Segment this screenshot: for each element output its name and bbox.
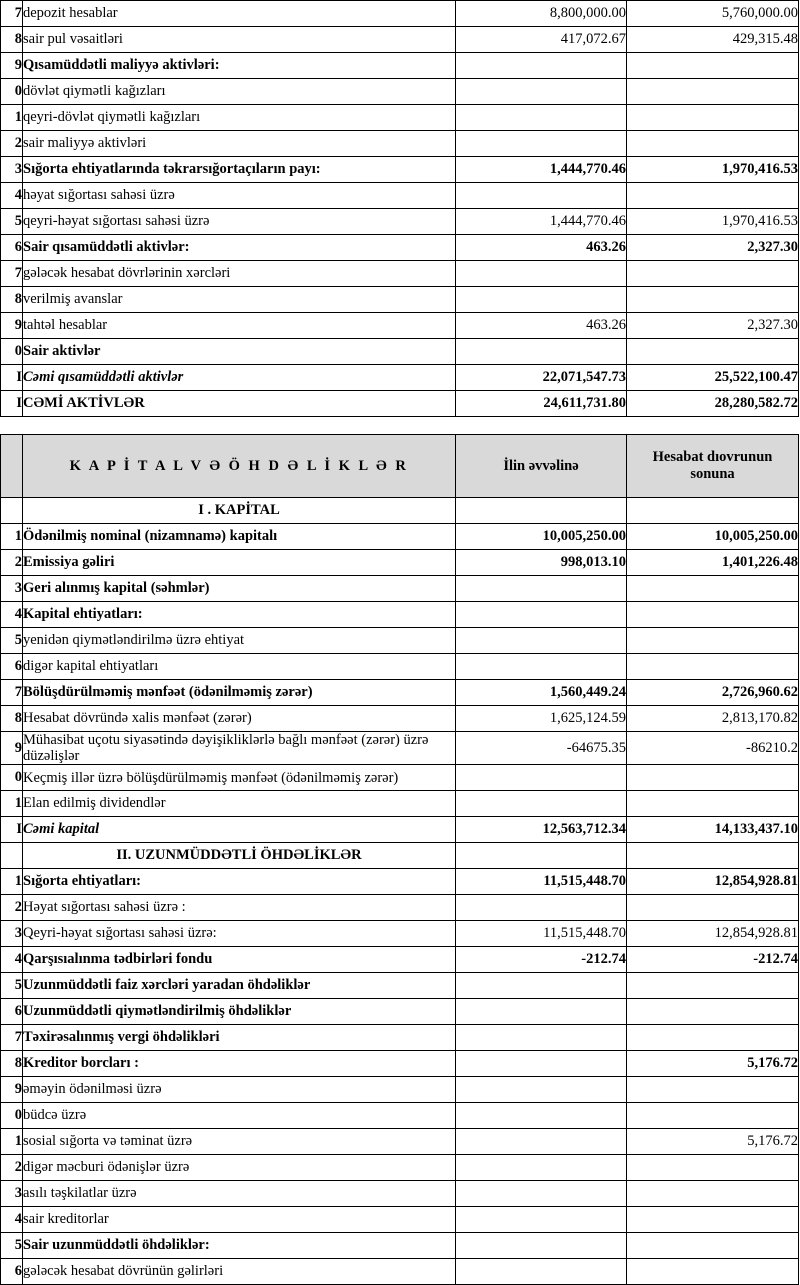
row-value-period-end: 12,854,928.81 — [627, 921, 799, 947]
total-value-period-start: 12,563,712.34 — [456, 817, 627, 843]
row-value-period-end — [627, 183, 799, 209]
row-label: Ödənilmiş nominal (nizamnamə) kapitalı — [23, 524, 456, 550]
row-value-period-end — [627, 1103, 799, 1129]
assets-table — [0, 0, 799, 417]
capital-header-col2-line1: Hesabat dıovrunun — [652, 449, 773, 466]
row-value-period-start — [456, 999, 627, 1025]
total-row — [1, 817, 799, 843]
capital-header-col2 — [627, 435, 799, 498]
table-row — [1, 524, 799, 550]
row-label: digər məcburi ödənişlər üzrə — [23, 1155, 456, 1181]
row-number: 0 — [1, 339, 23, 365]
row-label: Sair qısamüddətli aktivlər: — [23, 235, 456, 261]
row-value-period-start: 11,515,448.70 — [456, 921, 627, 947]
row-number: 2 — [1, 131, 23, 157]
row-label: verilmiş avanslar — [23, 287, 456, 313]
row-value-period-start — [456, 1155, 627, 1181]
row-value-period-end — [627, 602, 799, 628]
table-row — [1, 576, 799, 602]
row-value-period-start — [456, 765, 627, 791]
row-label: Emissiya gəliri — [23, 550, 456, 576]
total-row-label: CƏMİ AKTİVLƏR — [23, 391, 456, 417]
row-label: Sığorta ehtiyatlarında təkrarsığortaçıların payı: — [23, 157, 456, 183]
table-row — [1, 183, 799, 209]
row-number: 0 — [1, 79, 23, 105]
table-row — [1, 261, 799, 287]
row-label: sair maliyyə aktivləri — [23, 131, 456, 157]
row-number: 6 — [1, 999, 23, 1025]
table-row — [1, 999, 799, 1025]
row-value-period-end — [627, 999, 799, 1025]
row-label: Sair uzunmüddətli öhdəliklər: — [23, 1233, 456, 1259]
row-value-period-start: 463.26 — [456, 313, 627, 339]
row-value-period-start: 1,625,124.59 — [456, 706, 627, 732]
row-value-period-start — [456, 654, 627, 680]
row-number: 6 — [1, 654, 23, 680]
row-label: Təxirəsalınmış vergi öhdəlikləri — [23, 1025, 456, 1051]
row-number: 1 — [1, 869, 23, 895]
table-row — [1, 209, 799, 235]
row-value-period-start — [456, 1051, 627, 1077]
capital-header-col1: İlin əvvəlinə — [456, 435, 627, 498]
row-value-period-end — [627, 261, 799, 287]
row-value-period-start — [456, 1103, 627, 1129]
row-value-period-start: 417,072.67 — [456, 27, 627, 53]
row-number: 2 — [1, 550, 23, 576]
total-value-period-start: 24,611,731.80 — [456, 391, 627, 417]
section-capital-v1 — [456, 498, 627, 524]
row-label: Kreditor borcları : — [23, 1051, 456, 1077]
row-number: 3 — [1, 157, 23, 183]
row-value-period-end: 2,327.30 — [627, 313, 799, 339]
row-value-period-start: 8,800,000.00 — [456, 1, 627, 27]
row-label: sair pul vəsaitləri — [23, 27, 456, 53]
section-capital-v2 — [627, 498, 799, 524]
row-number: 8 — [1, 287, 23, 313]
row-value-period-start — [456, 628, 627, 654]
total-row-number: I — [1, 817, 23, 843]
row-value-period-start: -212.74 — [456, 947, 627, 973]
table-row — [1, 706, 799, 732]
row-value-period-start: 1,444,770.46 — [456, 157, 627, 183]
table-row — [1, 1207, 799, 1233]
table-row — [1, 550, 799, 576]
row-value-period-start — [456, 1025, 627, 1051]
section-capital-num — [1, 498, 23, 524]
row-number: 9 — [1, 1077, 23, 1103]
row-value-period-end — [627, 791, 799, 817]
row-number: 1 — [1, 1129, 23, 1155]
row-value-period-end: 5,176.72 — [627, 1051, 799, 1077]
table-row — [1, 602, 799, 628]
row-value-period-end: 12,854,928.81 — [627, 869, 799, 895]
table-row — [1, 1155, 799, 1181]
row-number: 8 — [1, 1051, 23, 1077]
table-row — [1, 79, 799, 105]
total-row-label: Cəmi kapital — [23, 817, 456, 843]
capital-total — [1, 817, 799, 843]
table-row — [1, 1233, 799, 1259]
row-value-period-end: 5,760,000.00 — [627, 1, 799, 27]
row-label: Keçmiş illər üzrə bölüşdürülməmiş mənfəət (ödənilməmiş zərər) — [23, 765, 456, 791]
row-number: 5 — [1, 973, 23, 999]
row-value-period-start — [456, 131, 627, 157]
row-value-period-start — [456, 105, 627, 131]
table-row — [1, 53, 799, 79]
row-number: 4 — [1, 1207, 23, 1233]
row-number: 3 — [1, 921, 23, 947]
capital-header-row — [1, 435, 799, 498]
row-number: 8 — [1, 706, 23, 732]
table-row — [1, 1181, 799, 1207]
table-row — [1, 287, 799, 313]
row-number: 5 — [1, 209, 23, 235]
row-value-period-end: 1,970,416.53 — [627, 209, 799, 235]
row-value-period-end — [627, 287, 799, 313]
row-value-period-end — [627, 1233, 799, 1259]
table-row — [1, 947, 799, 973]
row-number: 5 — [1, 1233, 23, 1259]
row-label: qeyri-dövlət qiymətli kağızları — [23, 105, 456, 131]
row-label: Kapital ehtiyatları: — [23, 602, 456, 628]
row-number: 7 — [1, 261, 23, 287]
table-row — [1, 131, 799, 157]
row-number: 7 — [1, 1025, 23, 1051]
total-value-period-start: 22,071,547.73 — [456, 365, 627, 391]
row-number: 9 — [1, 732, 23, 765]
row-number: 9 — [1, 53, 23, 79]
total-row-number: I — [1, 391, 23, 417]
row-label: Elan edilmiş dividendlər — [23, 791, 456, 817]
total-value-period-end: 28,280,582.72 — [627, 391, 799, 417]
row-value-period-start: 998,013.10 — [456, 550, 627, 576]
table-row — [1, 1025, 799, 1051]
row-label: büdcə üzrə — [23, 1103, 456, 1129]
liability-rows — [1, 869, 799, 1285]
row-label: Hesabat dövründə xalis mənfəət (zərər) — [23, 706, 456, 732]
row-label: Qeyri-həyat sığortası sahəsi üzrə: — [23, 921, 456, 947]
assets-rows — [1, 1, 799, 417]
section-liab-v1 — [456, 843, 627, 869]
section-liab-v2 — [627, 843, 799, 869]
row-number: 9 — [1, 313, 23, 339]
table-row — [1, 791, 799, 817]
row-value-period-start — [456, 53, 627, 79]
row-value-period-start — [456, 79, 627, 105]
row-label: Uzunmüddətli faiz xərcləri yaradan öhdəliklər — [23, 973, 456, 999]
row-value-period-start — [456, 1129, 627, 1155]
row-value-period-start — [456, 261, 627, 287]
total-row-number: I — [1, 365, 23, 391]
table-row — [1, 157, 799, 183]
row-value-period-start — [456, 895, 627, 921]
row-number: 1 — [1, 105, 23, 131]
table-row — [1, 1103, 799, 1129]
row-value-period-start — [456, 1181, 627, 1207]
table-row — [1, 1, 799, 27]
total-row — [1, 365, 799, 391]
row-label: əməyin ödənilməsi üzrə — [23, 1077, 456, 1103]
row-value-period-start — [456, 973, 627, 999]
row-value-period-end: 1,970,416.53 — [627, 157, 799, 183]
table-row — [1, 339, 799, 365]
row-value-period-end: 5,176.72 — [627, 1129, 799, 1155]
row-number: 3 — [1, 576, 23, 602]
row-label: Sair aktivlər — [23, 339, 456, 365]
header-num-cell — [1, 435, 23, 498]
table-row — [1, 1259, 799, 1285]
row-value-period-start: 10,005,250.00 — [456, 524, 627, 550]
total-value-period-end: 14,133,437.10 — [627, 817, 799, 843]
row-label: sosial sığorta və təminat üzrə — [23, 1129, 456, 1155]
row-number: 8 — [1, 27, 23, 53]
row-value-period-end: 1,401,226.48 — [627, 550, 799, 576]
row-number: 4 — [1, 183, 23, 209]
table-row — [1, 1129, 799, 1155]
row-value-period-start — [456, 791, 627, 817]
row-value-period-end — [627, 973, 799, 999]
row-number: 7 — [1, 680, 23, 706]
row-label: gələcək hesabat dövrlərinin xərcləri — [23, 261, 456, 287]
row-value-period-start — [456, 1077, 627, 1103]
row-label: digər kapital ehtiyatları — [23, 654, 456, 680]
row-number: 6 — [1, 235, 23, 261]
row-value-period-start: -64675.35 — [456, 732, 627, 765]
section-title-capital: I . KAPİTAL — [23, 498, 456, 524]
row-value-period-end — [627, 1155, 799, 1181]
row-value-period-start — [456, 1259, 627, 1285]
row-label: Sığorta ehtiyatları: — [23, 869, 456, 895]
capital-liabilities-table — [0, 434, 799, 1285]
total-row-label: Cəmi qısamüddətli aktivlər — [23, 365, 456, 391]
section-title-capital-row — [1, 498, 799, 524]
row-value-period-end — [627, 131, 799, 157]
row-value-period-start — [456, 1207, 627, 1233]
row-label: həyat sığortası sahəsi üzrə — [23, 183, 456, 209]
row-label: yenidən qiymətləndirilmə üzrə ehtiyat — [23, 628, 456, 654]
row-number: 5 — [1, 628, 23, 654]
row-value-period-end — [627, 339, 799, 365]
row-label: Həyat sığortası sahəsi üzrə : — [23, 895, 456, 921]
row-value-period-end: 2,327.30 — [627, 235, 799, 261]
total-value-period-end: 25,522,100.47 — [627, 365, 799, 391]
row-value-period-start: 463.26 — [456, 235, 627, 261]
row-value-period-end: -212.74 — [627, 947, 799, 973]
table-row — [1, 680, 799, 706]
row-label: Qarşısıalınma tədbirləri fondu — [23, 947, 456, 973]
row-value-period-start: 1,560,449.24 — [456, 680, 627, 706]
row-value-period-end — [627, 576, 799, 602]
total-row — [1, 391, 799, 417]
row-label: Geri alınmış kapital (səhmlər) — [23, 576, 456, 602]
row-label: Uzunmüddətli qiymətləndirilmiş öhdəliklər — [23, 999, 456, 1025]
row-number: 7 — [1, 1, 23, 27]
row-value-period-start — [456, 339, 627, 365]
row-value-period-end — [627, 1025, 799, 1051]
row-number: 3 — [1, 1181, 23, 1207]
row-number: 0 — [1, 1103, 23, 1129]
row-value-period-end: 2,726,960.62 — [627, 680, 799, 706]
row-value-period-end — [627, 765, 799, 791]
section-title-liabilities: II. UZUNMÜDDƏTLİ ÖHDƏLİKLƏR — [23, 843, 456, 869]
row-label: qeyri-həyat sığortası sahəsi üzrə — [23, 209, 456, 235]
section-liab-num — [1, 843, 23, 869]
row-label: Mühasibat uçotu siyasətində dəyişikliklərlə bağlı mənfəət (zərər) üzrə düzəlişlər — [23, 732, 456, 765]
table-separator — [0, 417, 798, 434]
table-row — [1, 654, 799, 680]
table-row — [1, 313, 799, 339]
row-label: gələcək hesabat dövrünün gəlirləri — [23, 1259, 456, 1285]
table-row — [1, 27, 799, 53]
table-row — [1, 869, 799, 895]
row-value-period-end — [627, 105, 799, 131]
row-value-period-start: 11,515,448.70 — [456, 869, 627, 895]
capital-header-title: K A P İ T A L V Ə Ö H D Ə L İ K L Ə R — [23, 435, 456, 498]
row-value-period-end — [627, 895, 799, 921]
row-value-period-start — [456, 576, 627, 602]
row-number: 4 — [1, 602, 23, 628]
capital-header-col2-line2: sonuna — [690, 466, 735, 482]
table-row — [1, 921, 799, 947]
table-row — [1, 732, 799, 765]
row-value-period-end — [627, 654, 799, 680]
row-number: 1 — [1, 524, 23, 550]
row-value-period-end — [627, 628, 799, 654]
row-label: asılı təşkilatlar üzrə — [23, 1181, 456, 1207]
row-label: tahtəl hesablar — [23, 313, 456, 339]
row-value-period-end — [627, 79, 799, 105]
row-value-period-end: 10,005,250.00 — [627, 524, 799, 550]
row-value-period-end — [627, 53, 799, 79]
table-row — [1, 765, 799, 791]
row-value-period-end — [627, 1207, 799, 1233]
table-row — [1, 235, 799, 261]
row-label: sair kreditorlar — [23, 1207, 456, 1233]
table-row — [1, 1077, 799, 1103]
table-row — [1, 628, 799, 654]
row-value-period-end: -86210.2 — [627, 732, 799, 765]
row-value-period-start — [456, 602, 627, 628]
row-number: 2 — [1, 895, 23, 921]
row-value-period-end — [627, 1181, 799, 1207]
table-row — [1, 895, 799, 921]
table-row — [1, 973, 799, 999]
row-label: dövlət qiymətli kağızları — [23, 79, 456, 105]
row-value-period-start — [456, 1233, 627, 1259]
row-number: 4 — [1, 947, 23, 973]
row-value-period-start — [456, 287, 627, 313]
row-value-period-start: 1,444,770.46 — [456, 209, 627, 235]
capital-rows — [1, 524, 799, 817]
row-value-period-end — [627, 1077, 799, 1103]
row-value-period-end — [627, 1259, 799, 1285]
row-label: depozit hesablar — [23, 1, 456, 27]
row-value-period-start — [456, 183, 627, 209]
row-number: 0 — [1, 765, 23, 791]
row-value-period-end: 2,813,170.82 — [627, 706, 799, 732]
row-value-period-end: 429,315.48 — [627, 27, 799, 53]
row-label: Qısamüddətli maliyyə aktivləri: — [23, 53, 456, 79]
row-label: Bölüşdürülməmiş mənfəət (ödənilməmiş zərər) — [23, 680, 456, 706]
table-row — [1, 1051, 799, 1077]
row-number: 6 — [1, 1259, 23, 1285]
section-title-liabilities-row — [1, 843, 799, 869]
table-row — [1, 105, 799, 131]
row-number: 1 — [1, 791, 23, 817]
row-number: 2 — [1, 1155, 23, 1181]
